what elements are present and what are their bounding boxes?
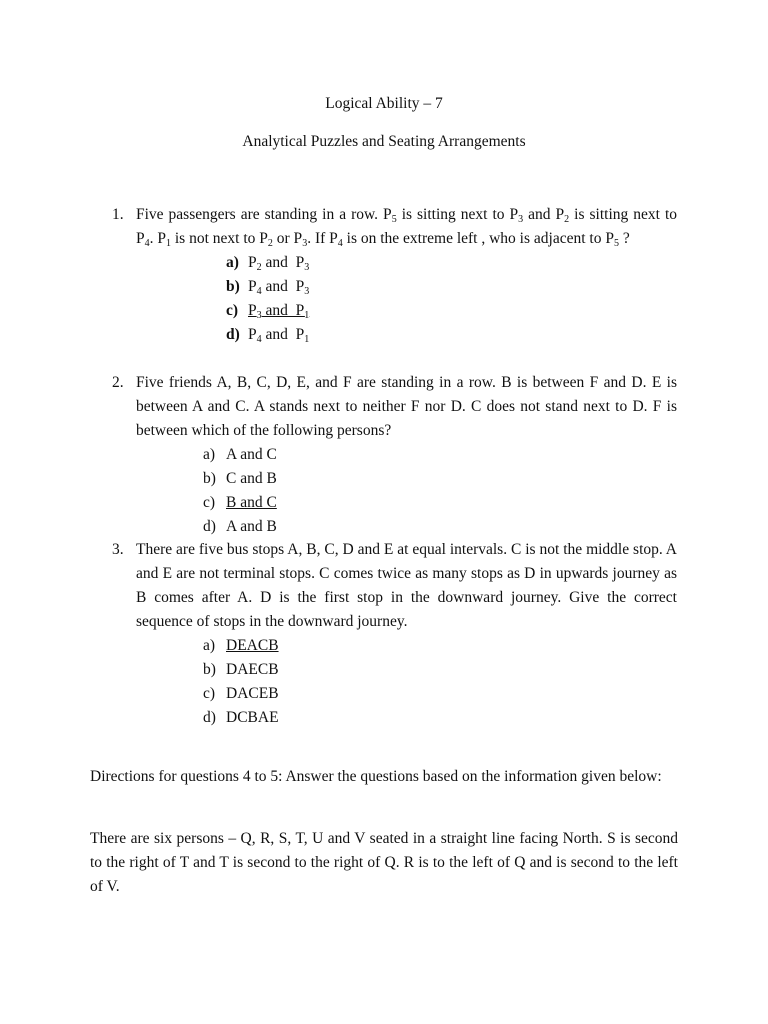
option-text: B and C (226, 494, 277, 511)
option-c (112, 682, 677, 706)
options-list (112, 634, 677, 730)
option-label: d) (226, 326, 240, 343)
option-text: DACEB (226, 685, 279, 702)
option-label: a) (226, 254, 239, 271)
option-label: c) (226, 302, 239, 319)
option-text: $P_3$ and $P_1$ (248, 302, 310, 321)
option-label: a) (203, 446, 216, 463)
question-3 (112, 538, 677, 730)
option-text: DAECB (226, 661, 279, 678)
option-d (112, 706, 677, 730)
option-b (112, 275, 677, 299)
option-label: b) (203, 661, 216, 678)
option-text: DEACB (226, 637, 279, 654)
question-2 (112, 371, 677, 539)
page-subtitle: Analytical Puzzles and Seating Arrangements (242, 133, 526, 150)
question-text: Five passengers are standing in a row. $P_5$ is sitting next to $P_3$ and $P_2$ is sitting next to $P_4$. $P_1$ is not next to $P_2$ or $P_3$. If $P_4$ is on the extreme left , who is adjacent to $P_5$ ? (136, 206, 677, 249)
option-text: A and C (226, 446, 277, 463)
directions-text: Directions for questions 4 to 5: Answer the questions based on the information given below: (90, 768, 662, 785)
option-c (112, 299, 677, 323)
option-b (112, 467, 677, 491)
option-d (112, 515, 677, 539)
option-label: d) (203, 709, 216, 726)
option-text: C and B (226, 470, 277, 487)
page-title: Logical Ability – 7 (325, 95, 443, 112)
question-number: 2. (112, 374, 124, 391)
options-list (112, 251, 677, 347)
option-text: $P_2$ and $P_3$ (248, 254, 310, 273)
option-text: A and B (226, 518, 277, 535)
question-number: 1. (112, 206, 124, 223)
option-text: $P_4$ and $P_3$ (248, 278, 310, 297)
option-label: b) (226, 278, 240, 295)
option-label: b) (203, 470, 216, 487)
option-label: a) (203, 637, 216, 654)
question-number: 3. (112, 541, 124, 558)
option-c (112, 491, 677, 515)
question-text: Five friends A, B, C, D, E, and F are standing in a row. B is between F and D. E is between A and C. A stands next to neither F nor D. C does not stand next to D. F is between which of the following persons? (136, 374, 677, 439)
passage-text: There are six persons – Q, R, S, T, U and V seated in a straight line facing North. S is second to the right of T and T is second to the right of Q. R is to the left of Q and is second to the left of V. (90, 830, 678, 895)
question-text: There are five bus stops A, B, C, D and E at equal intervals. C is not the middle stop. A and E are not terminal stops. C comes twice as many stops as D in upwards journey as B comes after A. D is the first stop in the downward journey. Give the correct sequence of stops in the downward journey. (136, 541, 677, 630)
option-a (112, 634, 677, 658)
option-d (112, 323, 677, 347)
options-list (112, 443, 677, 539)
option-text: DCBAE (226, 709, 279, 726)
option-label: d) (203, 518, 216, 535)
question-1 (112, 203, 677, 347)
option-label: c) (203, 494, 216, 511)
option-a (112, 443, 677, 467)
option-b (112, 658, 677, 682)
option-a (112, 251, 677, 275)
option-label: c) (203, 685, 216, 702)
option-text: $P_4$ and $P_1$ (248, 326, 310, 345)
